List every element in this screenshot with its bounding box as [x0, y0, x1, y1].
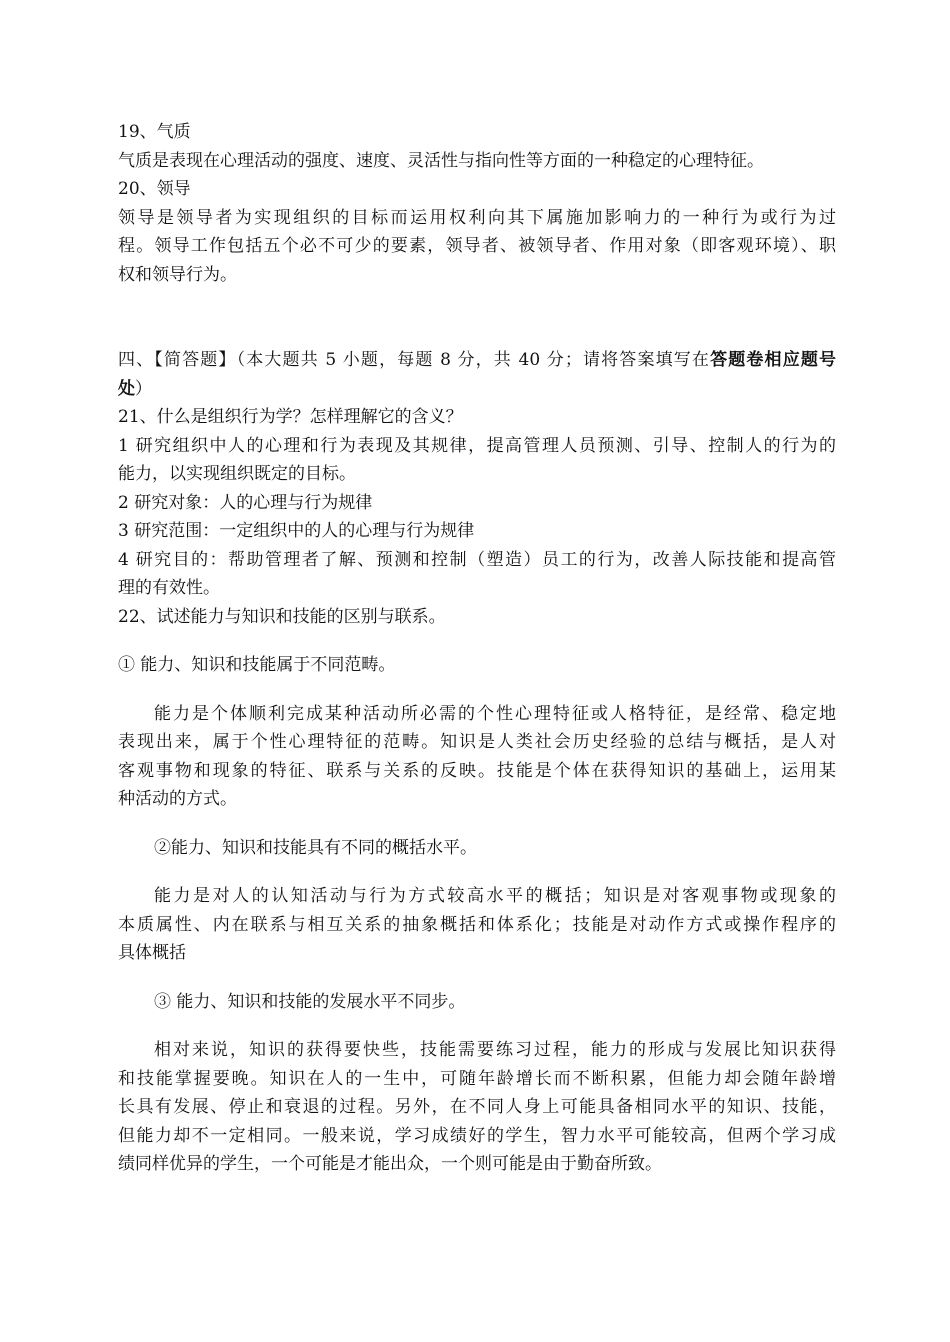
q22-paragraph-line: 种活动的方式。	[118, 789, 237, 809]
q22-paragraph-line: 表现出来，属于个性心理特征的范畴。知识是人类社会历史经验的总结与概括，是人对	[118, 732, 836, 752]
q22-subheading: ③ 能力、知识和技能的发展水平不同步。	[154, 991, 466, 1012]
q22-paragraph-line: 能力是对人的认知活动与行为方式较高水平的概括；知识是对客观事物或现象的	[154, 886, 836, 906]
q22-subheading: ① 能力、知识和技能属于不同范畴。	[118, 655, 396, 675]
q22-paragraph-line: 客观事物和现象的特征、联系与关系的反映。技能是个体在获得知识的基础上，运用某	[118, 760, 836, 781]
q22-paragraph-line: 长具有发展、停止和衰退的过程。另外，在不同人身上可能具备相同水平的知识、技能，	[118, 1097, 836, 1117]
paragraph-spacer	[118, 862, 836, 882]
q20-definition-line: 程。领导工作包括五个必不可少的要素，领导者、被领导者、作用对象（即客观环境）、职	[118, 236, 836, 256]
section4-heading-cont	[118, 375, 836, 404]
q21-point-line: 理的有效性。	[118, 578, 220, 598]
q21-point: 3 研究范围：一定组织中的人的心理与行为规律	[118, 521, 475, 541]
q22-subheading: ②能力、知识和技能具有不同的概括水平。	[154, 837, 477, 858]
q22-paragraph-line: 本质属性、内在联系与相互关系的抽象概括和体系化；技能是对动作方式或操作程序的	[118, 914, 836, 935]
section4-heading	[118, 346, 836, 375]
section-spacer	[118, 289, 836, 346]
q22-paragraph-line: 能力是个体顺利完成某种活动所必需的个性心理特征或人格特征，是经常、稳定地	[154, 703, 836, 724]
q20-definition-line: 领导是领导者为实现组织的目标而运用权利向其下属施加影响力的一种行为或行为过	[118, 207, 836, 228]
paragraph-spacer	[118, 1016, 836, 1036]
section4-heading-bold-end: 处	[118, 378, 135, 399]
section4-heading-bold: 答题卷相应题号	[710, 350, 837, 370]
q21-point: 2 研究对象：人的心理与行为规律	[118, 492, 373, 513]
section4-heading-text: 四、【简答题】（本大题共 5 小题，每题 8 分，共 40 分；请将答案填写在	[118, 350, 711, 370]
document-page	[118, 118, 836, 1179]
paragraph-spacer	[118, 631, 836, 651]
q21-point-line: 1 研究组织中人的心理和行为表现及其规律，提高管理人员预测、引导、控制人的行为的	[118, 435, 836, 456]
q19-title: 19、气质	[118, 122, 191, 142]
q21-point-line: 4 研究目的：帮助管理者了解、预测和控制（塑造）员工的行为，改善人际技能和提高管	[118, 549, 836, 570]
q21-title: 21、什么是组织行为学？怎样理解它的含义？	[118, 407, 463, 427]
q22-paragraph-line: 和技能掌握要晚。知识在人的一生中，可随年龄增长而不断积累，但能力却会随年龄增	[118, 1068, 836, 1089]
q19-definition: 气质是表现在心理活动的强度、速度、灵活性与指向性等方面的一种稳定的心理特征。	[118, 150, 764, 171]
paragraph-spacer	[118, 814, 836, 834]
q21-point-line: 能力，以实现组织既定的目标。	[118, 464, 356, 484]
q22-title: 22、试述能力与知识和技能的区别与联系。	[118, 606, 446, 627]
q20-title: 20、领导	[118, 179, 191, 199]
q22-paragraph-line: 具体概括	[118, 943, 186, 963]
q22-paragraph-line: 但能力却不一定相同。一般来说，学习成绩好的学生，智力水平可能较高，但两个学习成	[118, 1125, 836, 1146]
paragraph-spacer	[118, 968, 836, 988]
paragraph-spacer	[118, 680, 836, 700]
q22-paragraph-line: 绩同样优异的学生，一个可能是才能出众，一个则可能是由于勤奋所致。	[118, 1154, 662, 1174]
q22-paragraph-line: 相对来说，知识的获得要快些，技能需要练习过程，能力的形成与发展比知识获得	[154, 1040, 836, 1060]
q20-definition-line: 权和领导行为。	[118, 264, 237, 285]
section4-heading-close: ）	[135, 378, 152, 399]
